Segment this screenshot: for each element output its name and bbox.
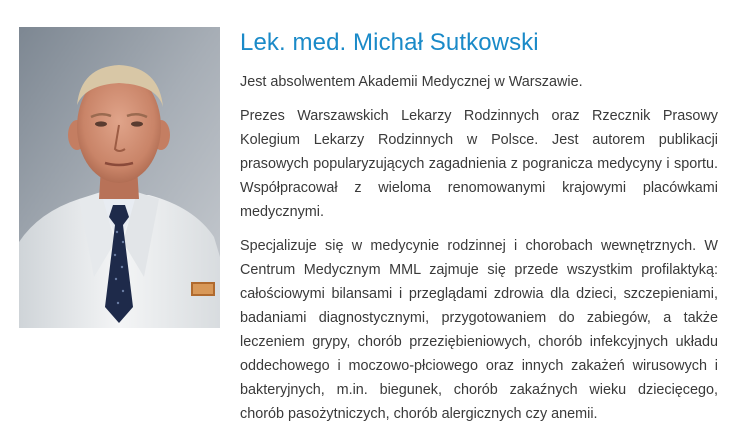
bio-paragraph-roles: Prezes Warszawskich Lekarzy Rodzinnych oraz Rzecznik Prasowy Kolegium Lekarzy Rodzinnych w Polsce. Jest autorem publikacji prasowych popularyzujących zagadnienia z pogranicza medycyny i sportu. Współpracował z wieloma renomowanymi krajowymi placówkami medycznymi. [240, 108, 718, 220]
doctor-name-heading: Lek. med. Michał Sutkowski [240, 29, 539, 56]
bio-paragraph-education: Jest absolwentem Akademii Medycznej w Warszawie. [240, 74, 583, 90]
doctor-bio [240, 28, 718, 436]
doctor-portrait-photo [19, 27, 220, 328]
bio-paragraph-specialization: Specjalizuje się w medycynie rodzinnej i chorobach wewnętrznych. W Centrum Medycznym MML zajmuje się przede wszystkim profilaktyką: całościowymi bilansami i przeglądami zdrowia dla dzieci, szczepieniami, badaniami diagnostycznymi, przygotowaniem do zabiegów, a także leczeniem grypy, chorób przeziębieniowych, chorób infekcyjnych układu oddechowego i moczowo-płciowego oraz innych zakażeń wirusowych i bakteryjnych, m.in. biegunek, chorób zakaźnych wieku dziecięcego, chorób pasożytniczych, chorób alergicznych czy anemii. [240, 238, 718, 422]
